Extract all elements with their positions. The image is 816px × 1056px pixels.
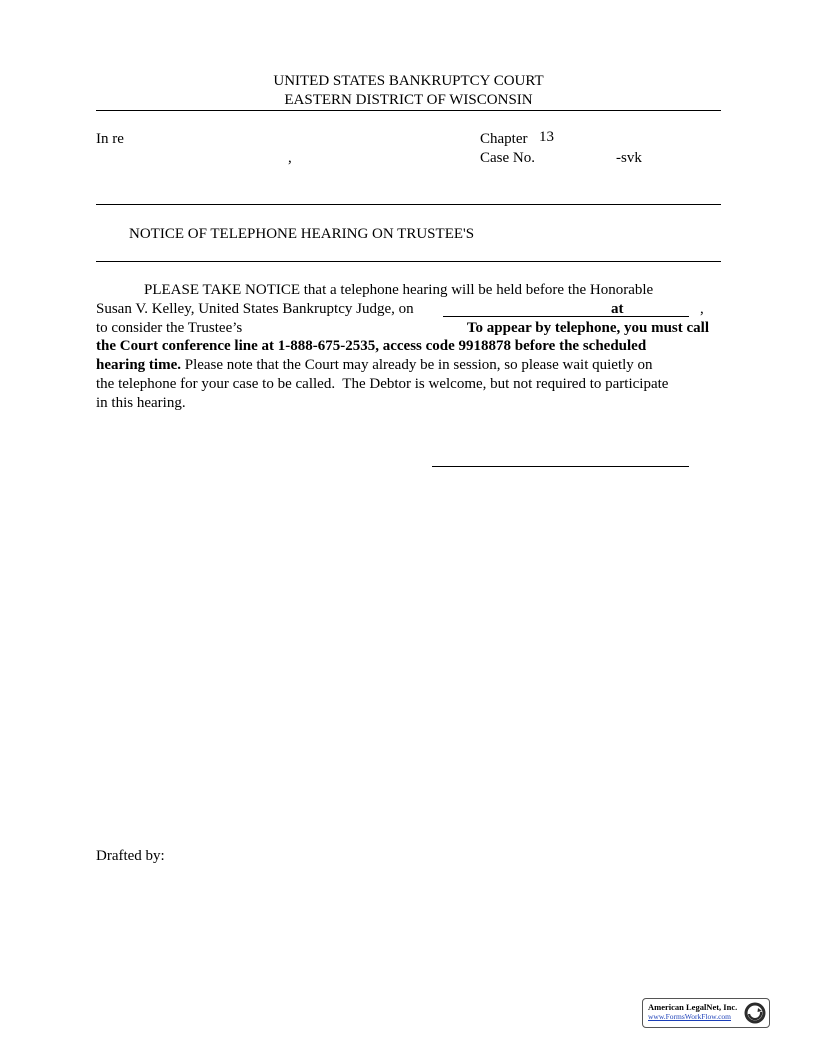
notice-body [96,281,721,413]
court-name: UNITED STATES BANKRUPTCY COURT [273,73,544,89]
body-line-2 [96,300,721,319]
logo-url-link[interactable]: www.FormsWorkFlow.com [648,1012,732,1021]
body-line-6: the telephone for your case to be called. The Debtor is welcome, but not required to participate [96,375,669,392]
title-divider [96,261,721,262]
logo-company-name: American LegalNet, Inc. [648,1002,738,1012]
body-line-5 [96,356,721,375]
header-divider [96,110,721,111]
hearing-time-bold: hearing time. [96,357,181,374]
body-line-4 [96,337,721,356]
trustee-motion-prefix: to consider the Trustee’s [96,319,243,336]
conference-line-info: the Court conference line at 1-888-675-2535, access code 9918878 before the scheduled [96,338,647,355]
in-re-label: In re [96,131,124,147]
drafted-by-label: Drafted by: [96,848,165,864]
district-name: EASTERN DISTRICT OF WISCONSIN [284,92,533,108]
signature-line[interactable] [432,466,689,467]
body-line-1: PLEASE TAKE NOTICE that a telephone hearing will be held before the Honorable [144,282,654,298]
case-suffix: -svk [616,150,642,166]
telephone-instruction-start: To appear by telephone, you must call [466,319,709,336]
notice-title: NOTICE OF TELEPHONE HEARING ON TRUSTEE'S [129,226,475,242]
american-legalnet-logo [642,998,770,1028]
judge-sentence: Susan V. Kelley, United States Bankruptcy Judge, on [96,300,414,317]
at-label: at [611,300,624,317]
body-line-7: in this hearing. [96,394,186,411]
chapter-label: Chapter [480,131,528,147]
workflow-globe-icon [743,1001,767,1025]
hearing-date-field[interactable] [443,300,689,317]
session-note: Please note that the Court may already be in session, so please wait quietly on [180,357,653,374]
body-line-3 [96,319,721,338]
caption-divider [96,204,721,205]
comma-after-date: , [700,300,704,317]
case-no-label: Case No. [480,150,535,166]
chapter-number-field[interactable]: 13 [539,129,554,145]
debtor-name-comma: , [288,150,292,166]
